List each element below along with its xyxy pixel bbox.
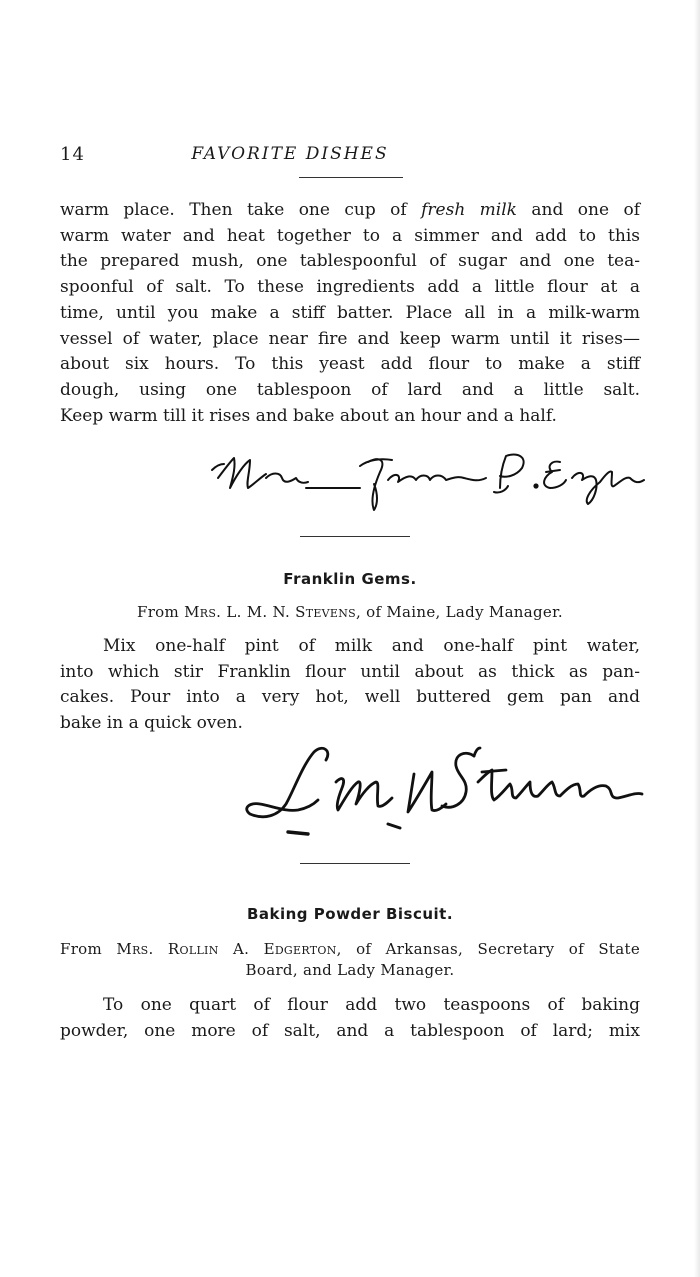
recipe-attribution: From Mrs. Rollin A. Edgerton, of Arkansas, Secretary of State Board, and Lady Manager. bbox=[60, 940, 640, 979]
franklin-gems-text bbox=[60, 634, 640, 737]
contributor-name: Mrs. L. M. N. Stevens bbox=[184, 603, 356, 621]
page-edge bbox=[694, 0, 700, 1277]
text-line: dough, using one tablespoon of lard and a little salt. bbox=[60, 379, 640, 400]
text-line: spoonful of salt. To these ingredients add a little flour at a bbox=[60, 277, 640, 298]
recipe-title: Baking Powder Biscuit. bbox=[246, 905, 454, 923]
section-divider bbox=[300, 536, 410, 537]
text-line: Mix one-half pint of milk and one-half pint water, bbox=[103, 636, 640, 656]
text-line: Keep warm till it rises and bake about an hour and a half. bbox=[60, 405, 557, 426]
text-line: powder, one more of salt, and a tablespoon of lard; mix bbox=[60, 1020, 640, 1041]
biscuit-text bbox=[60, 993, 640, 1044]
attribution-line-2: Board, and Lady Manager. bbox=[245, 961, 455, 979]
running-title: FAVORITE DISHES bbox=[191, 144, 389, 164]
section-divider bbox=[300, 863, 410, 864]
emphasis-text: fresh milk bbox=[421, 200, 517, 220]
page-number: 14 bbox=[60, 144, 85, 165]
header-rule bbox=[299, 177, 403, 178]
text-line: time, until you make a stiff batter. Place all in a milk-warm bbox=[60, 302, 640, 323]
signature-stevens bbox=[238, 742, 648, 842]
signature-eagle bbox=[210, 448, 650, 516]
text-line: the prepared mush, one tablespoonful of sugar and one tea- bbox=[60, 251, 640, 272]
recipe-title: Franklin Gems. bbox=[283, 570, 417, 588]
continued-recipe-text bbox=[60, 198, 640, 429]
text-line: about six hours. To this yeast add flour to make a stiff bbox=[60, 354, 640, 375]
text-line: warm place. Then take one cup of fresh milk and one of bbox=[60, 200, 640, 220]
text-line: cakes. Pour into a very hot, well buttered gem pan and bbox=[60, 687, 640, 708]
text-line: bake in a quick oven. bbox=[60, 713, 243, 734]
contributor-name: Mrs. Rollin A. Edgerton bbox=[116, 940, 337, 958]
text-line: into which stir Franklin flour until about as thick as pan- bbox=[60, 661, 640, 682]
text-line: To one quart of flour add two teaspoons of baking bbox=[103, 995, 640, 1015]
text-line: warm water and heat together to a simmer and add to this bbox=[60, 225, 640, 246]
text-line: vessel of water, place near fire and keep warm until it rises— bbox=[60, 328, 640, 349]
recipe-attribution: From Mrs. L. M. N. Stevens, of Maine, Lady Manager. bbox=[137, 603, 563, 621]
